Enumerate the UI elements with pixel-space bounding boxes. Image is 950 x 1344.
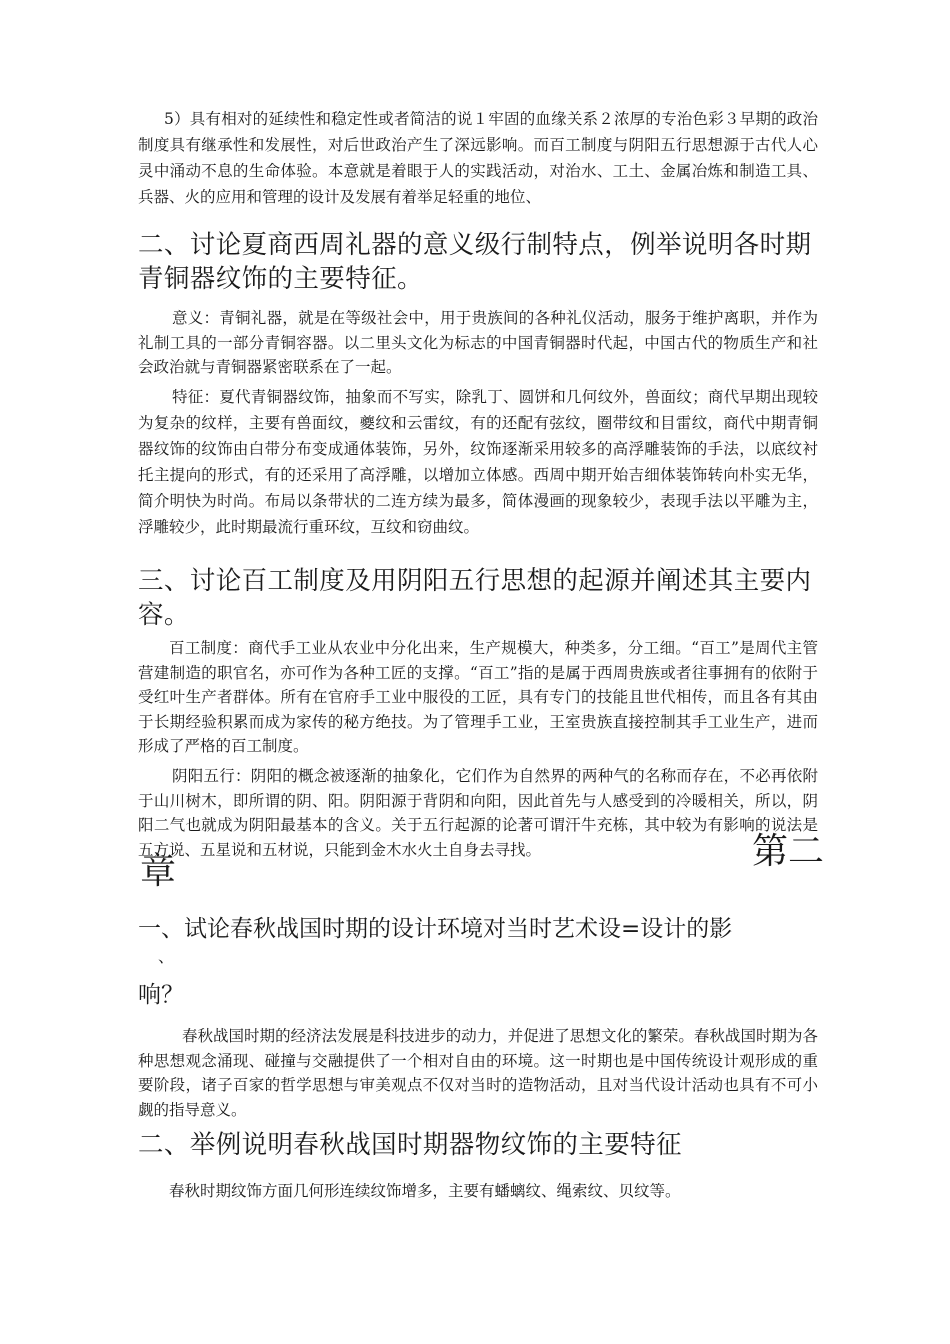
paragraph-ornament: 春秋时期纹饰方面几何形连续纹饰增多，主要有蟠螭纹、绳索纹、贝纹等。	[169, 1182, 681, 1200]
section-heading-3: 三、讨论百工制度及用阴阳五行思想的起源并阐述其主要内容。	[138, 566, 812, 630]
chapter2-heading-1-cont: 响？	[138, 982, 184, 1008]
paragraph-meaning: 意义：青铜礼器，就是在等级社会中，用于贵族间的各种礼仪活动，服务于维护离职，并作为礼制工具的一部分青铜容器。以二里头文化为标志的中国青铜器时代起，中国古代的物质生产和社会政治就与青铜器紧密联系在了一起。	[138, 309, 818, 376]
paragraph-spring-autumn: 春秋战国时期的经济法发展是科技进步的动力，并促进了思想文化的繁荣。春秋战国时期为各种思想观念涌现、碰撞与交融提供了一个相对自由的环境。这一时期也是中国传统设计观形成的重要阶段，诸子百家的哲学思想与审美观点不仅对当时的造物活动，且对当代设计活动也具有不可小觑的指导意义。	[138, 1027, 818, 1119]
chapter2-heading-1: 一、试论春秋战国时期的设计环境对当时艺术设=设计的影	[138, 916, 733, 942]
paragraph-features: 特征：夏代青铜器纹饰，抽象而不写实，除乳丁、圆饼和几何纹外，兽面纹；商代早期出现较为复杂的纹样，主要有兽面纹，夔纹和云雷纹，有的还配有弦纹，圈带纹和目雷纹，商代中期青铜器纹饰的纹饰由白带分布变成通体装饰，另外，纹饰逐渐采用较多的高浮雕装饰的手法，以底纹衬托主提向的形式，有的还采用了高浮雕，以增加立体感。西周中期开始吉细体装饰转向朴实无华，简介明快为时尚。布局以条带状的二连方续为最多，简体漫画的现象较少，表现手法以平雕为主，浮雕较少，此时期最流行重环纹，互纹和窃曲纹。	[138, 388, 818, 536]
chapter-title-part1: 第二	[752, 831, 825, 872]
paragraph-yinyang: 阴阳五行：阴阳的概念被逐渐的抽象化，它们作为自然界的两种气的名称而存在，不必再依附于山川树木，即所谓的阴、阳。阴阳源于背阴和向阳，因此首先与人感受到的冷暖相关，所以，阴阳二气也就成为阴阳最基本的含义。关于五行起源的论著可谓汗牛充栋，其中较为有影响的说法是五方说、五星说和五材说，只能到金木水火土自身去寻找。	[138, 767, 818, 859]
section-heading-2: 二、讨论夏商西周礼器的意义级行制特点，例举说明各时期青铜器纹饰的主要特征。	[138, 230, 812, 294]
stray-mark: 、	[158, 947, 175, 966]
chapter2-heading-2: 二、举例说明春秋战国时期器物纹饰的主要特征	[138, 1130, 682, 1160]
paragraph-intro: 5）具有相对的延续性和稳定性或者简洁的说１牢固的血缘关系２浓厚的专治色彩３早期的政治制度具有继承性和发展性，对后世政治产生了深远影响。而百工制度与阴阳五行思想源于古代人心灵中涌动不息的生命体验。本意就是着眼于人的实践活动，对治水、工土、金属冶炼和制造工具、兵器、火的应用和管理的设计及发展有着举足轻重的地位、	[138, 110, 818, 206]
chapter-title-part2: 章	[140, 851, 177, 892]
paragraph-baigong: 百工制度：商代手工业从农业中分化出来，生产规模大，种类多，分工细。“百工”是周代主管营建制造的职官名，亦可作为各种工匠的支撑。“百工”指的是属于西周贵族或者往事拥有的依附于受红叶生产者群体。所有在官府手工业中服役的工匠，具有专门的技能且世代相传，而且各有其由于长期经验积累而成为家传的秘方绝技。为了管理手工业，王室贵族直接控制其手工业生产，进而形成了严格的百工制度。	[138, 639, 818, 755]
